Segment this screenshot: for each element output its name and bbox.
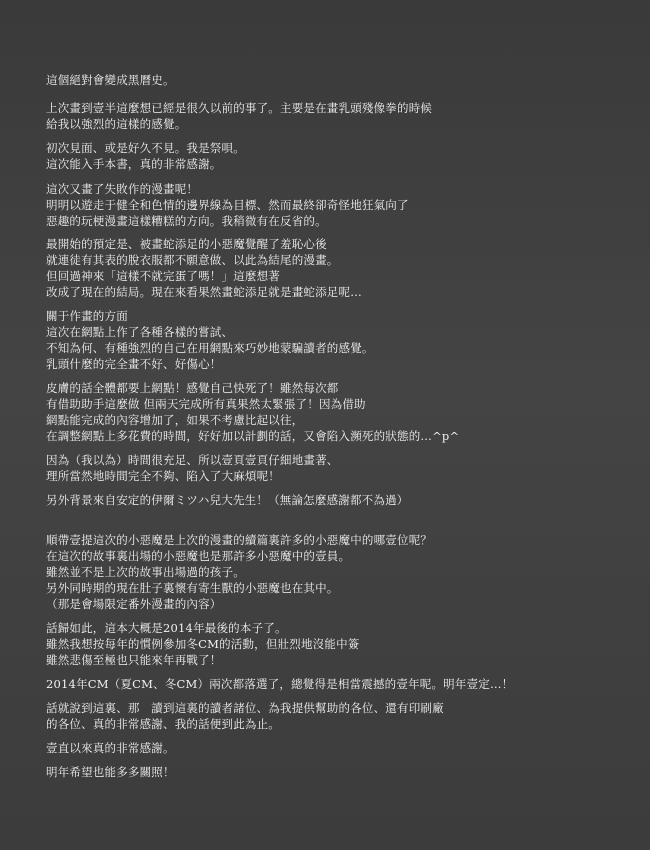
text-line: 皮膚的話全體都要上網點！感覺自己快死了！雖然每次都 xyxy=(46,381,339,395)
text-line: 這次在網點上作了各種各樣的嘗試、 xyxy=(46,325,234,339)
text-line: 關于作畫的方面 xyxy=(46,309,128,323)
text-line: 話歸如此，這本大概是2014年最後的本子了。 xyxy=(46,621,287,635)
text-line: 明年希望也能多多關照！ xyxy=(46,765,175,779)
text-line: 初次見面、或是好久不見。我是祭唄。 xyxy=(46,141,245,155)
text-line: 的各位、真的非常感謝、我的話便到此為止。 xyxy=(46,717,280,731)
text-line: 理所當然地時間完全不夠、陷入了大麻煩呢！ xyxy=(46,469,280,483)
text-line: 這個絕對會變成黑曆史。 xyxy=(46,73,175,87)
text-line: 話就說到這裏、那 讀到這裏的讀者諸位、為我提供幫助的各位、還有印刷廠 xyxy=(46,701,444,715)
text-line: 雖然我想按每年的慣例參加冬CM的活動，但壯烈地沒能中簽 xyxy=(46,637,360,651)
text-line: 2014年CM（夏CM、冬CM）兩次都落選了，總覺得是相當震撼的壹年呢。明年壹定…！ xyxy=(46,677,514,691)
text-line: 惡趣的玩梗漫畫這樣糟糕的方向。我稍微有在反省的。 xyxy=(46,214,327,228)
text-line: 另外背景來自安定的伊爾ミツハ兒大先生！（無論怎麼感謝都不為過） xyxy=(46,493,409,507)
text-line: 明明以遊走于健全和色情的邊界線為目標、然而最終卻奇怪地狂氣向了 xyxy=(46,198,409,212)
text-line: 另外同時期的現在肚子裏懷有寄生獸的小惡魔也在其中。 xyxy=(46,581,339,595)
text-line: 在這次的故事裏出場的小惡魔也是那許多小惡魔中的壹員。 xyxy=(46,549,351,563)
text-line: 壹直以來真的非常感謝。 xyxy=(46,741,175,755)
text-line: 順帶壹提這次的小惡魔是上次的漫畫的續篇裏許多的小惡魔中的哪壹位呢？ xyxy=(46,533,433,547)
text-line: 在調整網點上多花費的時間，好好加以計劃的話，又會陷入瀕死的狀態的…^p^ xyxy=(46,429,460,443)
text-line: 網點能完成的內容增加了，如果不考慮比起以往， xyxy=(46,413,304,427)
text-line: 乳頭什麼的完全畫不好、好傷心！ xyxy=(46,357,222,371)
text-line: 最開始的預定是、被畫蛇添足的小惡魔覺醒了羞恥心後 xyxy=(46,237,327,251)
text-line: 不知為何、有種強烈的自己在用網點來巧妙地蒙騙讀者的感覺。 xyxy=(46,341,374,355)
text-line: 上次畫到壹半這麼想已經是很久以前的事了。主要是在畫乳頭殘像拳的時候 xyxy=(46,101,433,115)
text-line: 這次又畫了失敗作的漫畫呢！ xyxy=(46,182,199,196)
text-line: 就連徒有其表的脫衣服都不願意做、以此為結尾的漫畫。 xyxy=(46,253,339,267)
text-line: 給我以強烈的這樣的感覺。 xyxy=(46,117,187,131)
text-line: 改成了現在的結局。現在來看果然畫蛇添足就是畫蛇添足呢… xyxy=(46,285,362,299)
text-line: 但回過神來「這樣不就完蛋了嗎！」這麼想著 xyxy=(46,269,280,283)
text-line: 雖然並不是上次的故事出場過的孩子。 xyxy=(46,565,245,579)
text-line: 雖然悲傷至極也只能來年再戰了！ xyxy=(46,653,222,667)
text-line: 因為（我以為）時間很充足、所以壹頁壹頁仔細地畫著、 xyxy=(46,453,339,467)
text-line: （那是會場限定番外漫畫的內容） xyxy=(46,597,222,611)
text-line: 這次能入手本書，真的非常感謝。 xyxy=(46,157,222,171)
text-line: 有借助助手這麼做 但兩天完成所有真果然太緊張了！因為借助 xyxy=(46,397,366,411)
